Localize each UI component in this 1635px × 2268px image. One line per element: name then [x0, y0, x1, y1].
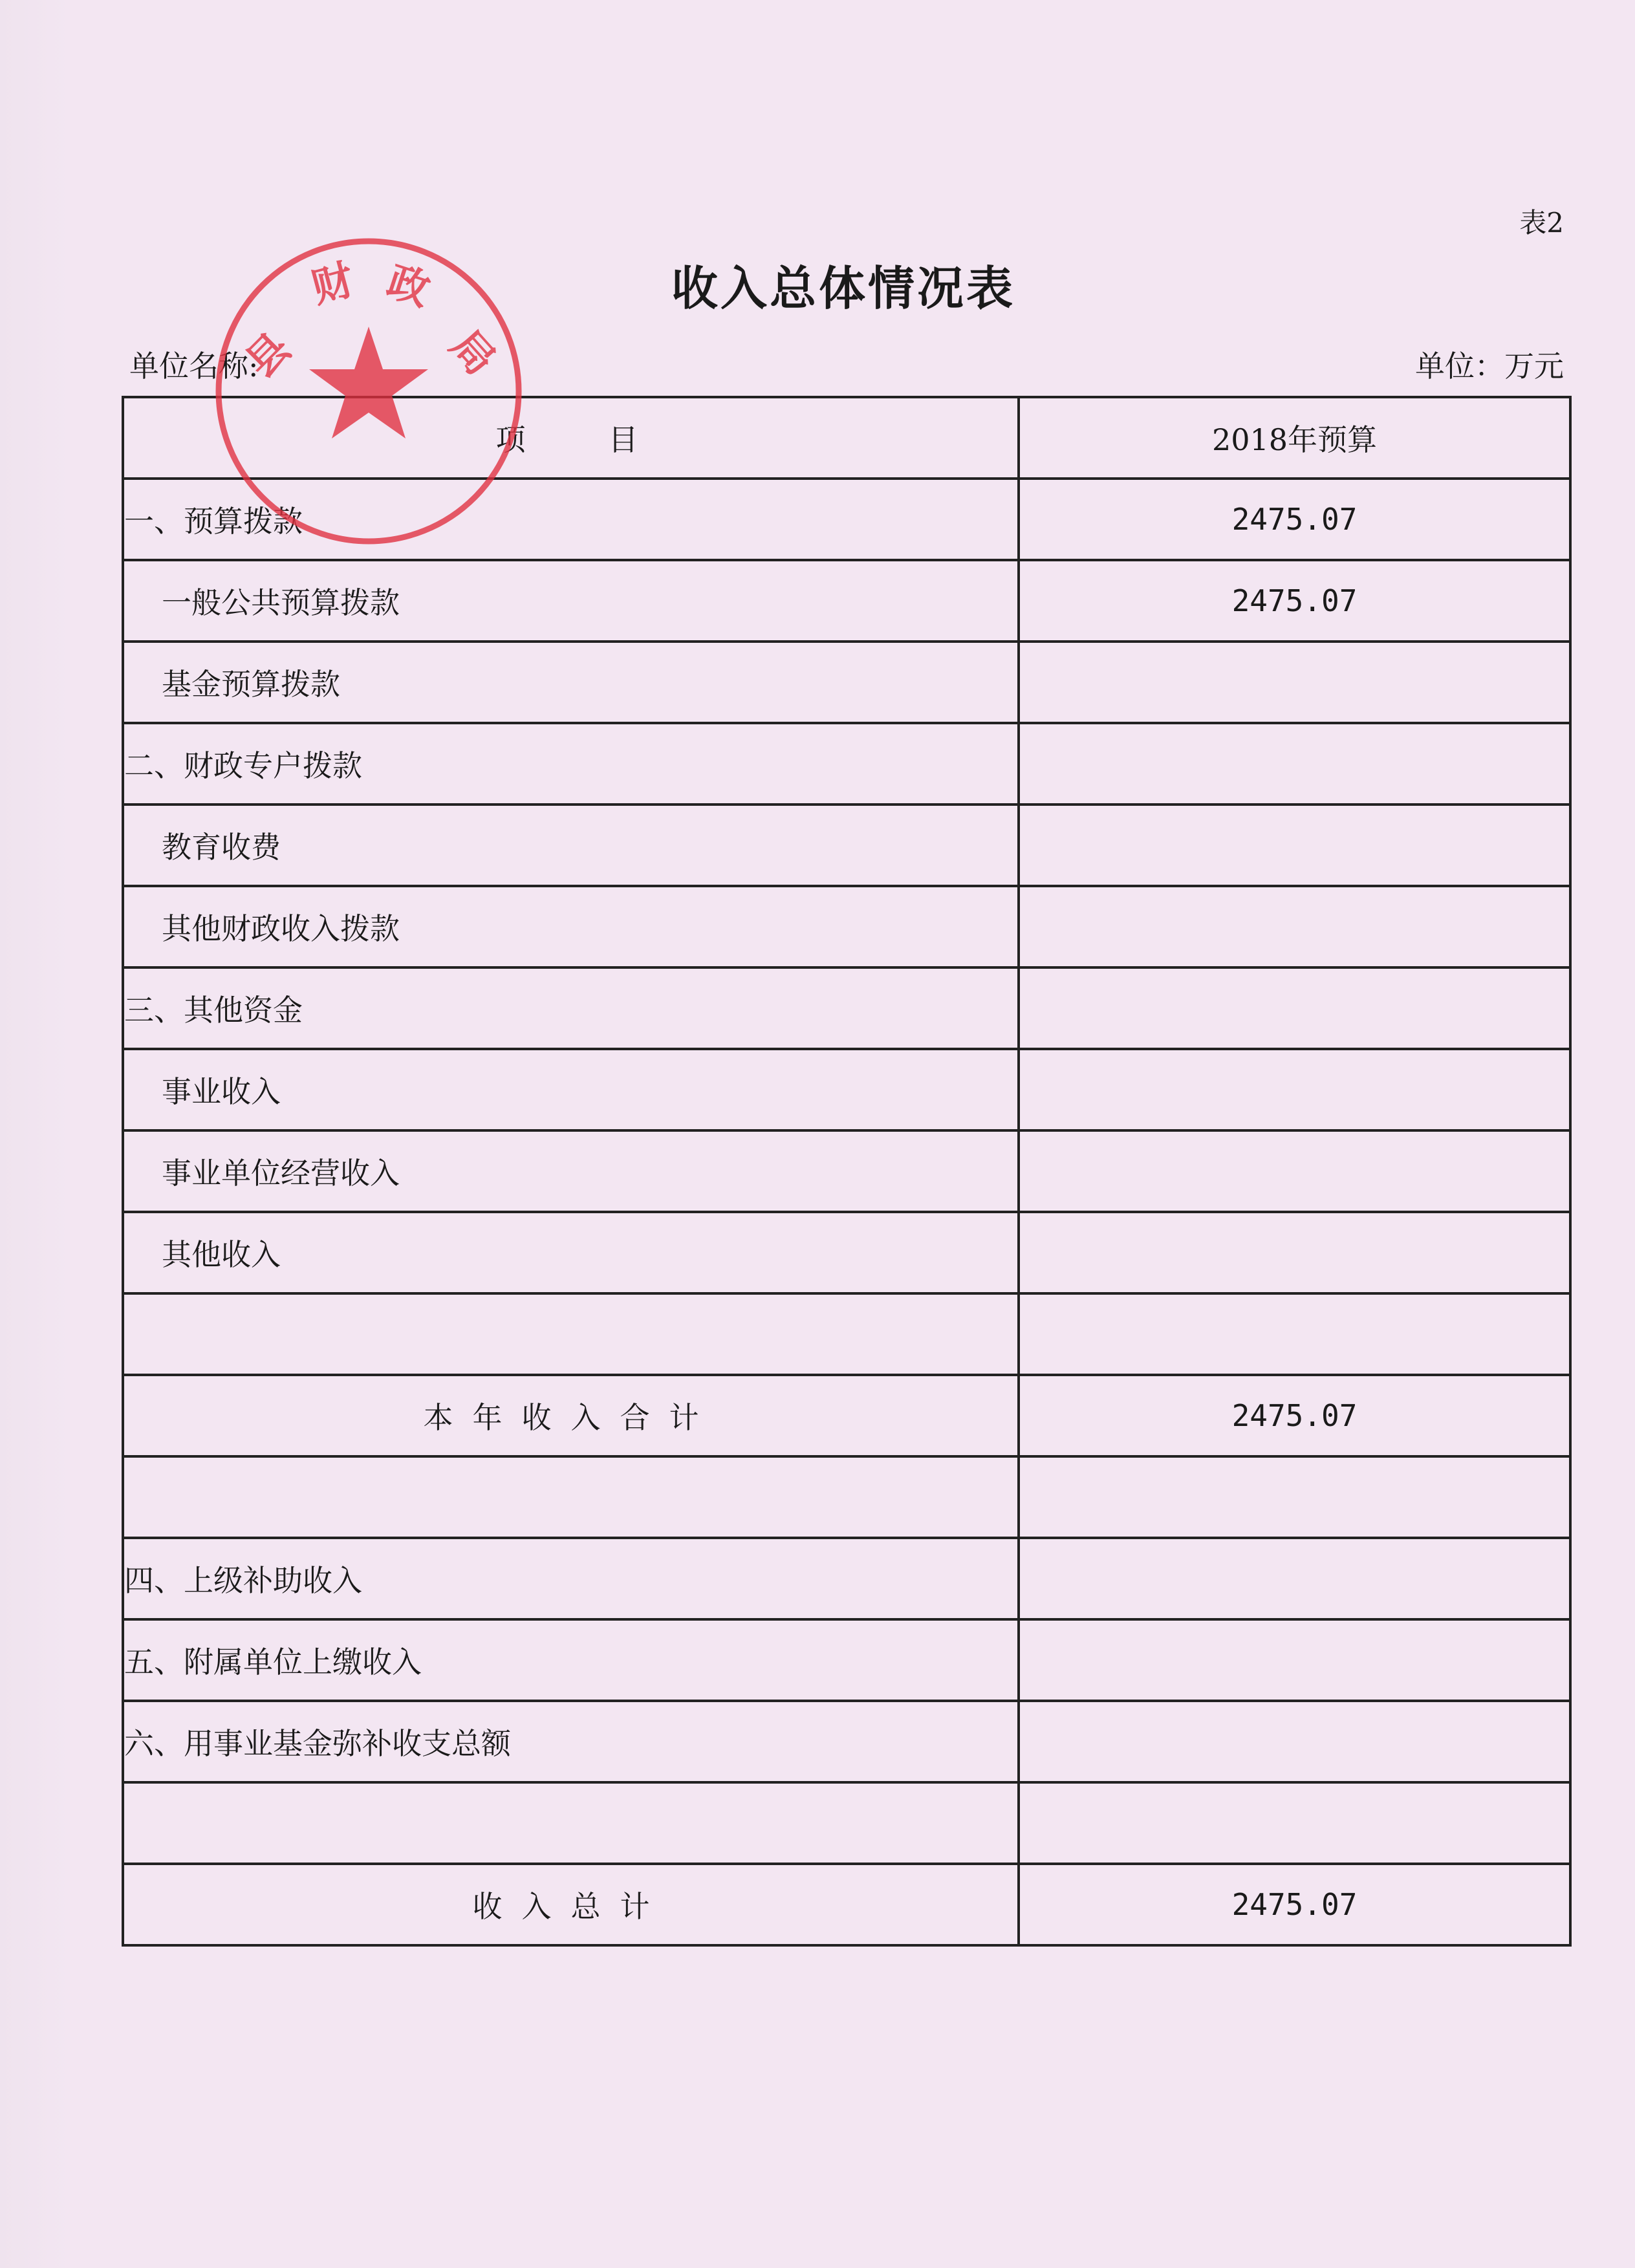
table-row	[123, 723, 1570, 805]
table-row	[123, 886, 1570, 967]
row-item: 其他收入	[123, 1212, 1019, 1293]
table-number: 表2	[1519, 207, 1564, 239]
row-item: 其他财政收入拨款	[123, 886, 1019, 967]
row-item: 一、预算拨款	[123, 479, 1019, 560]
grand-total-label: 收入总计	[123, 1864, 1019, 1945]
table-row	[123, 560, 1570, 642]
table-row-empty	[123, 1456, 1570, 1538]
row-value	[1019, 1293, 1570, 1375]
row-value	[1019, 642, 1570, 723]
row-value	[1019, 1619, 1570, 1701]
table-row	[123, 1701, 1570, 1782]
row-item: 事业单位经营收入	[123, 1130, 1019, 1212]
row-value	[1019, 1456, 1570, 1538]
grand-total-value: 2475.07	[1019, 1864, 1570, 1945]
page-edge	[0, 0, 71, 2268]
page-title: 收入总体情况表	[671, 261, 1015, 316]
income-table	[122, 396, 1572, 1947]
row-item: 五、附属单位上缴收入	[123, 1619, 1019, 1701]
table-row	[123, 1212, 1570, 1293]
row-item	[123, 1456, 1019, 1538]
subtotal-value: 2475.07	[1019, 1375, 1570, 1456]
table-row	[123, 1049, 1570, 1130]
table-row	[123, 1619, 1570, 1701]
row-value	[1019, 1049, 1570, 1130]
svg-text:政: 政	[381, 256, 436, 316]
svg-text:财: 财	[306, 255, 360, 313]
row-item: 事业收入	[123, 1049, 1019, 1130]
row-value	[1019, 805, 1570, 886]
row-item: 六、用事业基金弥补收支总额	[123, 1701, 1019, 1782]
row-value: 2475.07	[1019, 560, 1570, 642]
table-row	[123, 805, 1570, 886]
table-header-row	[123, 397, 1570, 479]
table-row	[123, 1538, 1570, 1619]
row-item	[123, 1293, 1019, 1375]
row-item: 三、其他资金	[123, 967, 1019, 1049]
row-item: 四、上级补助收入	[123, 1538, 1019, 1619]
row-value: 2475.07	[1019, 479, 1570, 560]
row-value	[1019, 1538, 1570, 1619]
subtotal-row	[123, 1375, 1570, 1456]
row-item: 一般公共预算拨款	[123, 560, 1019, 642]
currency-unit-label: 单位：万元	[1415, 349, 1564, 383]
row-item: 基金预算拨款	[123, 642, 1019, 723]
unit-name-label: 单位名称:	[129, 349, 259, 383]
table-row-empty	[123, 1293, 1570, 1375]
header-item-cell: 项 目	[123, 397, 1019, 479]
row-value	[1019, 1212, 1570, 1293]
subtotal-label: 本年收入合计	[123, 1375, 1019, 1456]
row-item	[123, 1782, 1019, 1864]
svg-text:县: 县	[236, 323, 300, 387]
table-row	[123, 1130, 1570, 1212]
grand-total-row	[123, 1864, 1570, 1945]
table-row	[123, 967, 1570, 1049]
row-item: 教育收费	[123, 805, 1019, 886]
row-item: 二、财政专户拨款	[123, 723, 1019, 805]
row-value	[1019, 886, 1570, 967]
table-row-empty	[123, 1782, 1570, 1864]
row-value	[1019, 1782, 1570, 1864]
table-row	[123, 642, 1570, 723]
row-value	[1019, 1701, 1570, 1782]
row-value	[1019, 1130, 1570, 1212]
row-value	[1019, 967, 1570, 1049]
header-budget-cell: 2018年预算	[1019, 397, 1570, 479]
table-row	[123, 479, 1570, 560]
meta-row	[129, 343, 1564, 382]
row-value	[1019, 723, 1570, 805]
svg-text:局: 局	[440, 321, 505, 385]
